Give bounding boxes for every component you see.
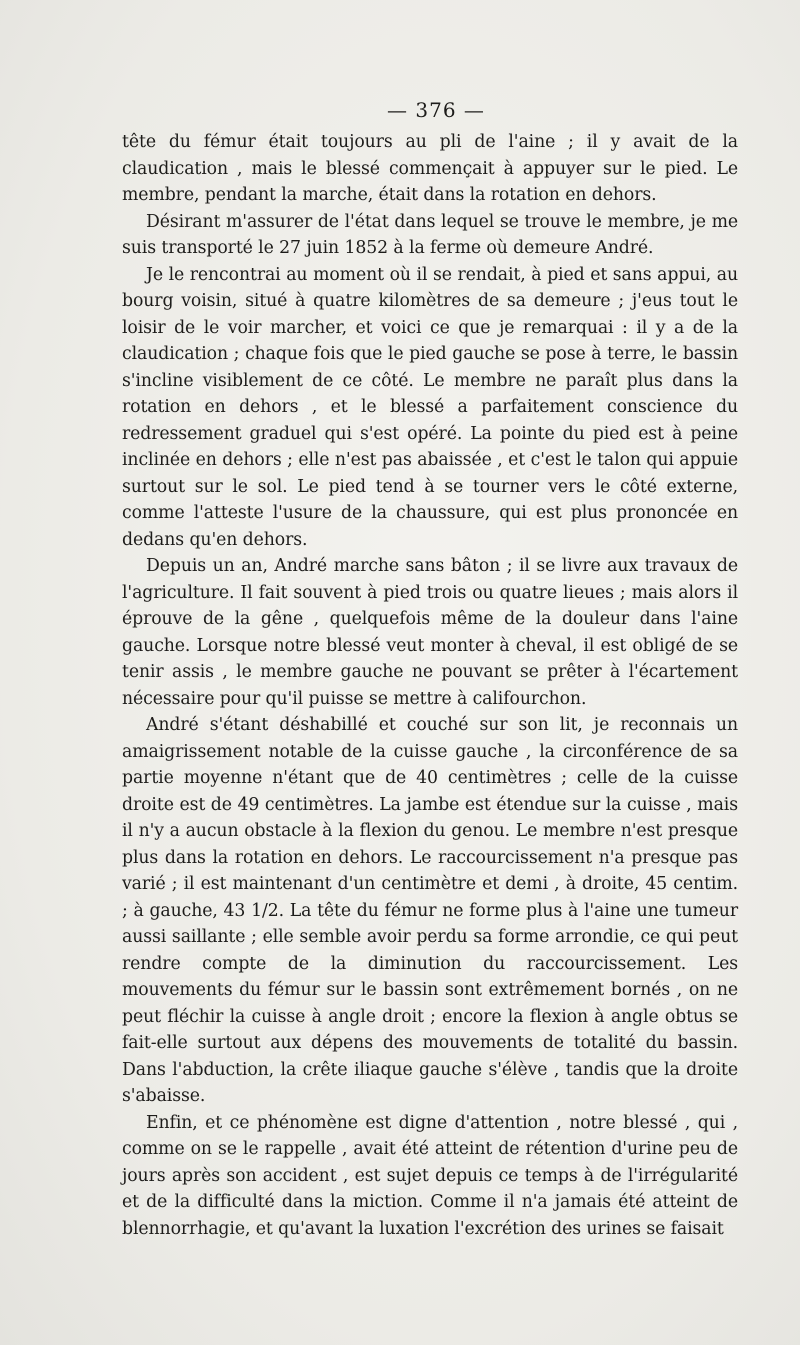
paragraph-4: Depuis un an, André marche sans bâton ; il se livre aux travaux de l'agriculture. Il fait souvent à pied trois ou quatre lieues ; mais alors il éprouve de la gêne , quelquefois même de la douleur dans l'aine gauche. Lorsque notre blessé veut monter à cheval, il est obligé de se tenir assis , le membre gauche ne pouvant se prêter à l'écartement nécessaire pour qu'il puisse se mettre à califourchon. bbox=[122, 556, 738, 709]
paragraph-1: tête du fémur était toujours au pli de l'aine ; il y avait de la claudication , mais le blessé commençait à appuyer sur le pied. Le membre, pendant la marche, était dans la rotation en dehors. bbox=[122, 132, 738, 205]
paragraph-5: André s'étant déshabillé et couché sur son lit, je reconnais un amaigrissement notable de la cuisse gauche , la circonférence de sa partie moyenne n'étant que de 40 centimètres ; celle de la cuisse droite est de 49 centimètres. La jambe est étendue sur la cuisse , mais il n'y a aucun obstacle à la flexion du genou. Le membre n'est presque plus dans la rotation en dehors. Le raccourcissement n'a presque pas varié ; il est maintenant d'un centimètre et demi , à droite, 45 centim. ; à gauche, 43 1/2. La tête du fémur ne forme plus à l'aine une tumeur aussi saillante ; elle semble avoir perdu sa forme arrondie, ce qui peut rendre compte de la diminution du raccourcissement. Les mouvements du fémur sur le bassin sont extrêmement bornés , on ne peut fléchir la cuisse à angle droit ; encore la flexion à angle obtus se fait-elle surtout aux dépens des mouvements de totalité du bassin. Dans l'abduction, la crête iliaque gauche s'élève , tandis que la droite s'abaisse. bbox=[122, 715, 738, 1106]
page-number: — 376 — bbox=[387, 98, 485, 122]
paragraph-2: Désirant m'assurer de l'état dans lequel se trouve le membre, je me suis transporté le 27 juin 1852 à la ferme où demeure André. bbox=[122, 211, 738, 258]
paragraph-6: Enfin, et ce phénomène est digne d'attention , notre blessé , qui , comme on se le rappelle , avait été atteint de rétention d'urine peu de jours après son accident , est sujet depuis ce temps à de l'irrégularité et de la difficulté dans la miction. Comme il n'a jamais été atteint de blennorrhagie, et qu'avant la luxation l'excrétion des urines se faisait bbox=[122, 1112, 738, 1239]
body-text bbox=[122, 129, 738, 1242]
paragraph-3: Je le rencontrai au moment où il se rendait, à pied et sans appui, au bourg voisin, situé à quatre kilomètres de sa demeure ; j'eus tout le loisir de le voir marcher, et voici ce que je remarquai : il y a de la claudication ; chaque fois que le pied gauche se pose à terre, le bassin s'incline visiblement de ce côté. Le membre ne paraît plus dans la rotation en dehors , et le blessé a parfaitement conscience du redressement graduel qui s'est opéré. La pointe du pied est à peine inclinée en dehors ; elle n'est pas abaissée , et c'est le talon qui appuie surtout sur le sol. Le pied tend à se tourner vers le côté externe, comme l'atteste l'usure de la chaussure, qui est plus prononcée en dedans qu'en dehors. bbox=[122, 264, 738, 550]
